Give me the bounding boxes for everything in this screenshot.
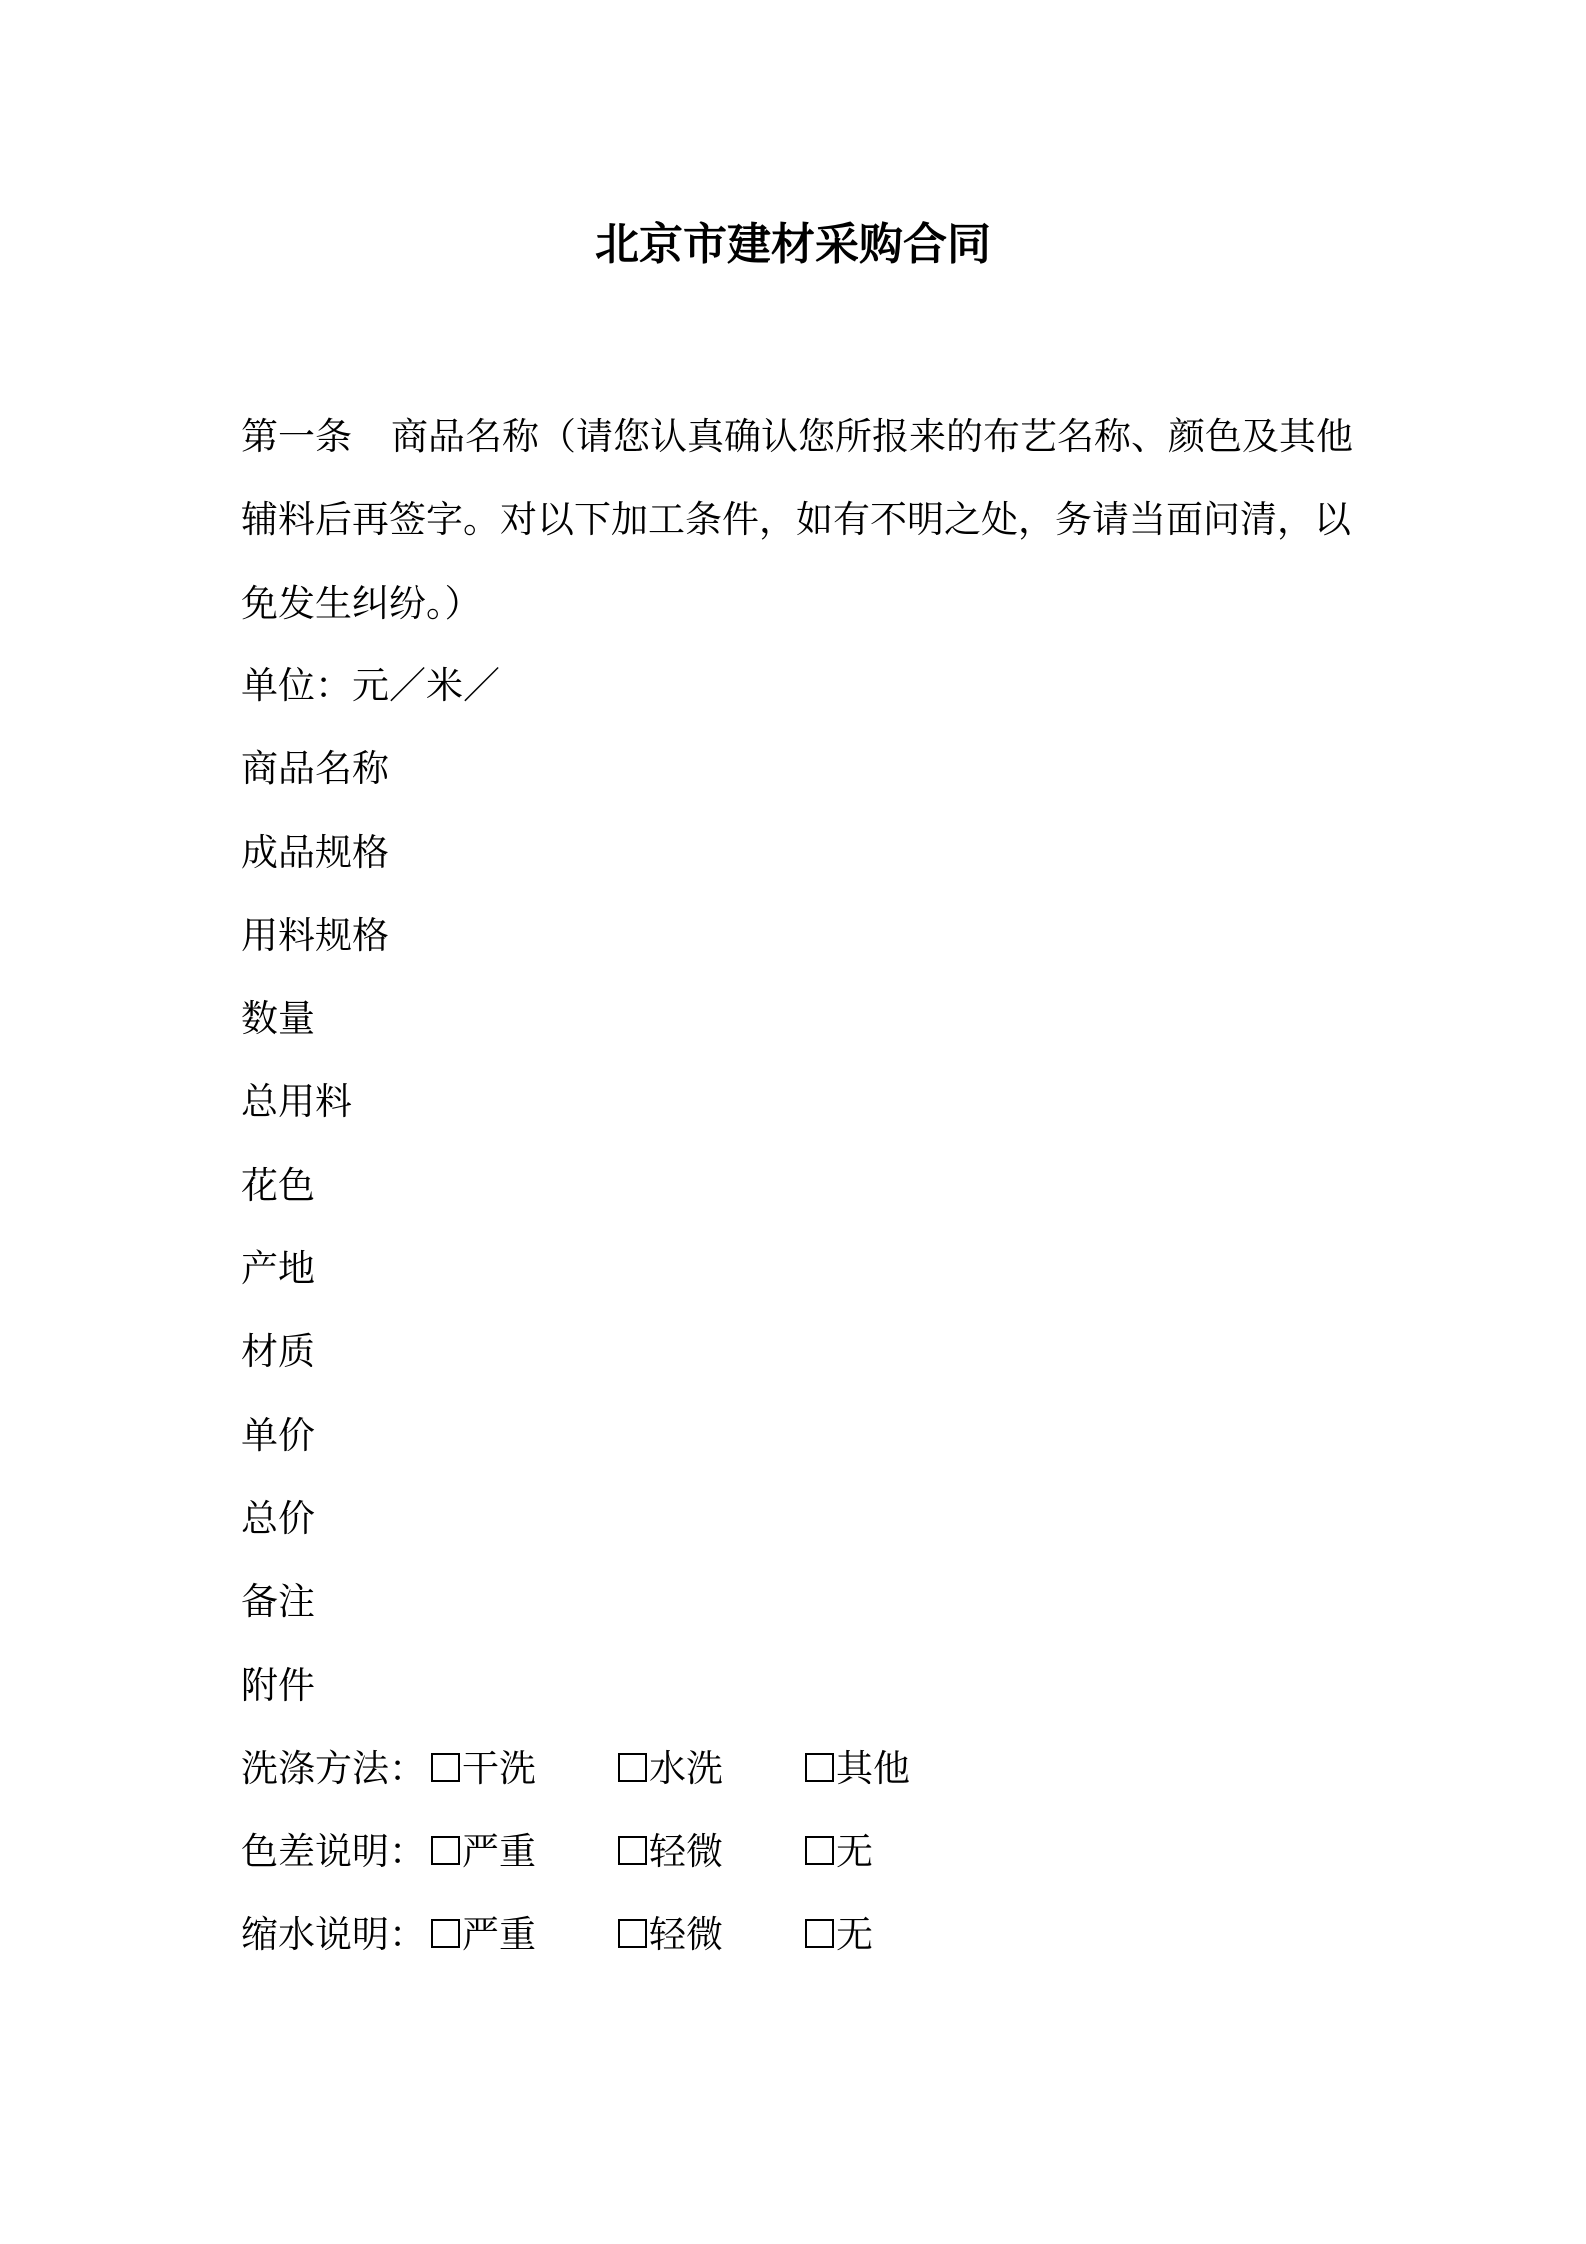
shrinkage-row bbox=[241, 1893, 1361, 1976]
clause-number: 第一条 bbox=[241, 415, 352, 458]
option-water-wash[interactable] bbox=[618, 1727, 723, 1810]
field-list bbox=[241, 644, 1361, 1977]
field-unit-price: 单价 bbox=[241, 1413, 315, 1457]
clause-text-line-1: 商品名称（请您认真确认您所报来的布艺名称、颜色及其他 bbox=[391, 415, 1353, 458]
option-other[interactable] bbox=[805, 1727, 910, 1810]
option-label: 严重 bbox=[462, 1913, 536, 1957]
washing-method-row bbox=[241, 1727, 1361, 1810]
checkbox-icon[interactable] bbox=[618, 1836, 647, 1865]
option-slight[interactable] bbox=[618, 1893, 723, 1976]
field-product-name: 商品名称 bbox=[241, 747, 389, 791]
option-none[interactable] bbox=[805, 1810, 873, 1893]
clause-text-line-2: 辅料后再签字。对以下加工条件，如有不明之处，务请当面问清，以 bbox=[241, 498, 1351, 542]
field-unit: 单位：元／米／ bbox=[241, 664, 500, 707]
field-total-price: 总价 bbox=[241, 1496, 315, 1540]
clause-one bbox=[241, 395, 1361, 645]
field-pattern: 花色 bbox=[241, 1163, 315, 1207]
field-material: 材质 bbox=[241, 1330, 315, 1374]
color-difference-row bbox=[241, 1810, 1361, 1893]
checkbox-icon[interactable] bbox=[805, 1836, 834, 1865]
option-severe[interactable] bbox=[431, 1893, 536, 1976]
option-label: 水洗 bbox=[649, 1746, 723, 1790]
color-difference-label: 色差说明： bbox=[241, 1830, 426, 1874]
document-title: 北京市建材采购合同 bbox=[595, 219, 991, 270]
checkbox-icon[interactable] bbox=[431, 1753, 460, 1782]
checkbox-icon[interactable] bbox=[431, 1919, 460, 1948]
clause-line-1 bbox=[241, 395, 1361, 478]
option-label: 干洗 bbox=[462, 1746, 536, 1790]
option-label: 轻微 bbox=[649, 1830, 723, 1874]
field-attachment: 附件 bbox=[241, 1663, 315, 1707]
option-label: 严重 bbox=[462, 1830, 536, 1874]
field-total-material: 总用料 bbox=[241, 1080, 352, 1124]
field-finished-spec: 成品规格 bbox=[241, 830, 389, 874]
field-remarks: 备注 bbox=[241, 1580, 315, 1624]
option-slight[interactable] bbox=[618, 1810, 723, 1893]
checkbox-icon[interactable] bbox=[618, 1919, 647, 1948]
option-label: 其他 bbox=[836, 1746, 910, 1790]
option-severe[interactable] bbox=[431, 1810, 536, 1893]
option-label: 轻微 bbox=[649, 1913, 723, 1957]
checkbox-icon[interactable] bbox=[805, 1753, 834, 1782]
checkbox-icon[interactable] bbox=[431, 1836, 460, 1865]
washing-method-label: 洗涤方法： bbox=[241, 1746, 426, 1790]
option-label: 无 bbox=[836, 1913, 873, 1957]
field-quantity: 数量 bbox=[241, 997, 315, 1041]
field-origin: 产地 bbox=[241, 1247, 315, 1291]
field-material-spec: 用料规格 bbox=[241, 913, 389, 957]
clause-text-line-3: 免发生纠纷。） bbox=[241, 581, 482, 625]
shrinkage-label: 缩水说明： bbox=[241, 1913, 426, 1957]
option-label: 无 bbox=[836, 1830, 873, 1874]
checkbox-icon[interactable] bbox=[618, 1753, 647, 1782]
option-none[interactable] bbox=[805, 1893, 873, 1976]
option-dry-clean[interactable] bbox=[431, 1727, 536, 1810]
checkbox-icon[interactable] bbox=[805, 1919, 834, 1948]
